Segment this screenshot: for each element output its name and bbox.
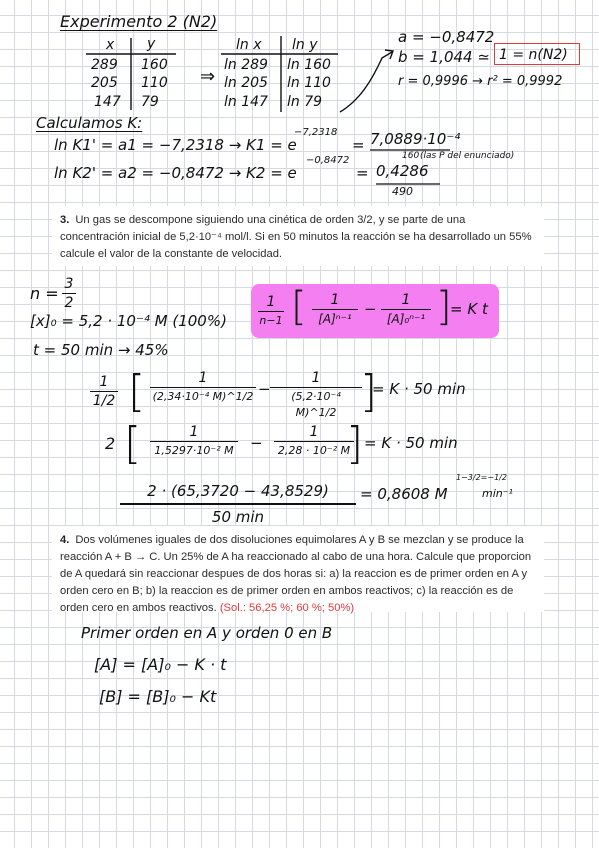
regression-r: r = 0,9996 → r² = 0,9992 [398, 74, 563, 89]
fraction-numerator: 1 [198, 370, 208, 386]
step1-prefix [90, 374, 118, 409]
step1-rhs: = K · 50 min [372, 380, 466, 398]
fraction-numerator: 1 [311, 370, 321, 386]
fraction-numerator: 2 · (65,3720 − 43,8529) [147, 482, 329, 500]
fraction-denominator: 1,5297·10⁻² M [154, 444, 234, 457]
fraction-numerator: 1 [330, 292, 340, 308]
k1-exponent: −7,2318 [294, 127, 338, 138]
fraction-denominator: [A]ⁿ⁻¹ [318, 312, 352, 326]
fraction-denominator: 1/2 [92, 393, 116, 409]
reaction-order: 1 = n(N2) [499, 47, 568, 63]
rate-constant-result: = 0,8608 M [360, 485, 448, 503]
table-cell: ln 110 [287, 75, 331, 91]
fraction-denominator: 2,28 · 10⁻² M [277, 444, 351, 457]
step3-fraction [120, 482, 356, 526]
case-title: Primer orden en A y orden 0 en B [81, 624, 333, 642]
fraction-bar [312, 309, 358, 310]
fraction-denominator: 2 [64, 295, 74, 311]
fraction-denominator: n−1 [259, 314, 283, 327]
minus-sign: − [250, 434, 263, 452]
left-bracket: [ [128, 366, 146, 417]
right-bracket: ] [360, 366, 378, 417]
rate-law-a: [A] = [A]₀ − K · t [94, 655, 227, 674]
table-cell: 205 [91, 75, 118, 91]
experiment-title: Experimento 2 (N2) [60, 12, 218, 31]
table-cell: ln 79 [287, 94, 323, 110]
result-unit: min⁻¹ [482, 487, 513, 500]
problem-4-statement [52, 526, 544, 615]
table-cell: 110 [141, 75, 168, 91]
minus-sign: − [258, 380, 271, 398]
k2-value: 0,4286 [376, 162, 429, 180]
k2-equals: = [356, 164, 369, 182]
formula-term-1 [312, 292, 358, 327]
problem-3-statement [52, 206, 544, 266]
fraction-denominator: (2,34·10⁻⁴ M)^1/2 [152, 390, 254, 403]
section-title: Calculamos K: [36, 114, 143, 132]
formula-rhs: = K t [450, 300, 488, 318]
formula-prefix [258, 294, 284, 329]
step1-term-1 [150, 370, 256, 405]
fraction-denominator: [A]₀ⁿ⁻¹ [386, 312, 426, 326]
left-bracket: [ [124, 418, 142, 469]
table-cell: 147 [94, 94, 121, 110]
fraction-bar [120, 503, 356, 505]
right-bracket: ] [436, 284, 452, 330]
fraction-bar [258, 311, 284, 312]
problem-number: 4. [60, 534, 70, 546]
problem-number: 3. [60, 214, 70, 226]
regression-a: a = −0,8472 [398, 28, 495, 46]
problem-text: Dos volúmenes iguales de dos disoluciones equimolares A y B se mezclan y se produce la reacción A + B → C. Un 25% de A ha reaccionado al cabo de una hora. Calcule que proporcion de A quedará sin reaccionar despues de dos horas si: a) la reaccion es de primer orden en A y orden cero en B; b) la reaccion es de primer orden en ambos reactivos; c) la reacción es de orden cero en ambos reactivos. [60, 534, 532, 615]
table-header-y: y [147, 36, 156, 52]
step2-term-2 [274, 424, 354, 459]
table-cell: 160 [141, 57, 168, 73]
table-header-lny: ln y [292, 37, 318, 53]
fraction-bar [150, 387, 256, 388]
k2-equation: ln K2' = a2 = −0,8472 → K2 = e [54, 164, 297, 182]
step2-rhs: = K · 50 min [364, 434, 458, 452]
arrow-head [385, 50, 393, 59]
step2-term-1 [150, 424, 238, 459]
curved-arrow [340, 52, 392, 112]
fraction-bar [90, 391, 118, 392]
step1-term-2 [270, 370, 362, 421]
fraction-numerator: 1 [401, 292, 411, 308]
fraction-numerator: 1 [309, 424, 319, 440]
time-and-remaining: t = 50 min → 45% [33, 341, 169, 359]
implies-arrow: ⇒ [200, 66, 216, 87]
fraction-denominator: (5,2·10⁻⁴ M)^1/2 [291, 390, 341, 419]
order-n-fraction [62, 276, 76, 311]
rate-law-b: [B] = [B]₀ − Kt [99, 687, 217, 706]
fraction-numerator: 1 [266, 294, 276, 310]
fraction-bar [270, 387, 362, 388]
result-exponent: 1−3/2=−1/2 [456, 473, 507, 482]
problem-text: Un gas se descompone siguiendo una cinética de orden 3/2, y se parte de una concentración inicial de 5,2·10⁻⁴ mol/l. Si en 50 minutos la reacción se ha desarrollado un 55% calcule el valor de la constante de velocidad. [60, 214, 532, 261]
step2-coefficient: 2 [105, 434, 116, 453]
table-cell: 79 [141, 94, 159, 110]
formula-term-2 [381, 292, 431, 327]
fraction-numerator: 1 [99, 374, 109, 390]
k1-value: 7,0889·10⁻⁴ [370, 130, 461, 148]
k2-exponent: −0,8472 [306, 155, 350, 166]
fraction-denominator: 50 min [211, 508, 265, 526]
k1-note: (las P del enunciado) [420, 151, 515, 161]
left-bracket: [ [291, 284, 307, 330]
solution-reference: (Sol.: 56,25 %; 60 %; 50%) [219, 602, 355, 615]
k1-equals: = [352, 136, 365, 154]
fraction-bar [150, 441, 238, 442]
fraction-numerator: 3 [64, 276, 74, 292]
fraction-numerator: 1 [189, 424, 199, 440]
table-cell: 289 [91, 57, 118, 73]
initial-concentration: [x]₀ = 5,2 · 10⁻⁴ M (100%) [30, 312, 227, 330]
k1-equation: ln K1' = a1 = −7,2318 → K1 = e [54, 136, 297, 154]
order-n-label: n = [30, 284, 59, 303]
table-header-lnx: ln x [236, 37, 262, 53]
k1-divisor: 160 [402, 151, 420, 161]
k2-divisor: 490 [392, 185, 413, 198]
table-cell: ln 289 [224, 57, 268, 73]
fraction-bar [62, 293, 76, 294]
fraction-bar [381, 309, 431, 310]
table-header-x: x [106, 37, 115, 53]
right-bracket: ] [346, 418, 364, 469]
regression-b: b = 1,044 ≃ [398, 48, 490, 66]
fraction-bar [274, 441, 354, 442]
table-cell: ln 205 [224, 75, 268, 91]
table-cell: ln 147 [224, 94, 268, 110]
table-cell: ln 160 [287, 57, 331, 73]
minus-sign: − [364, 300, 377, 318]
